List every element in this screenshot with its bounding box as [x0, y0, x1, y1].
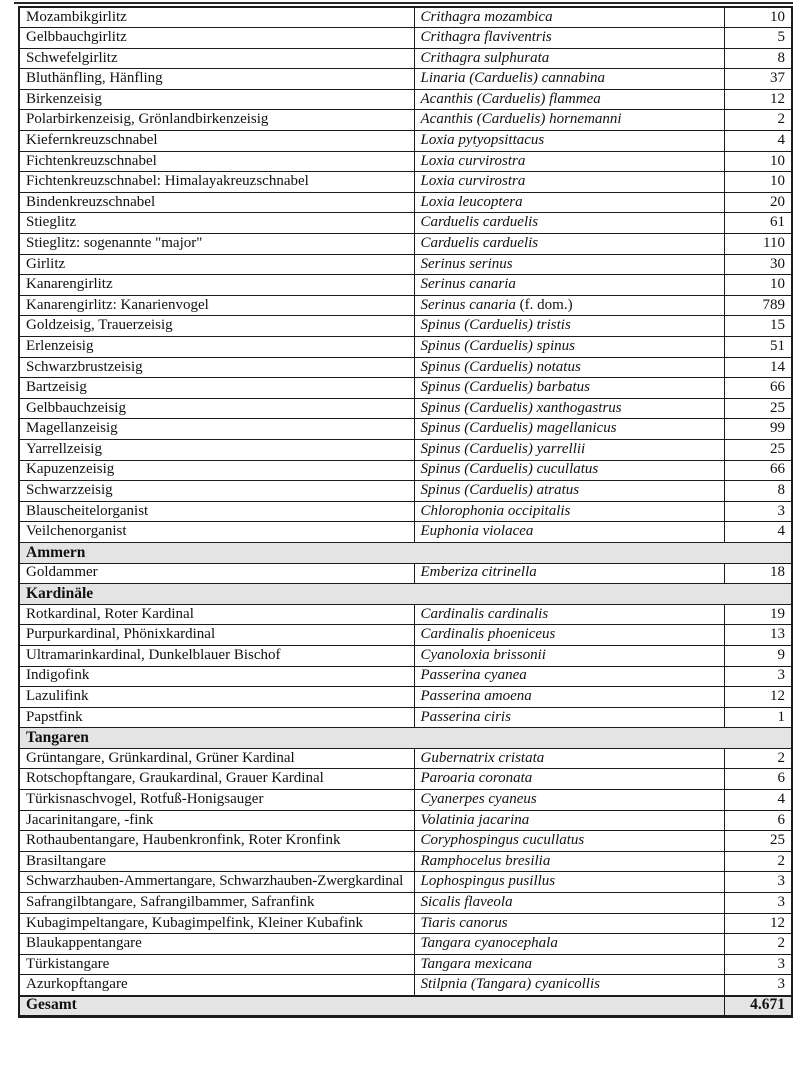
scientific-name-cell [414, 851, 724, 872]
scientific-name-cell [414, 234, 724, 255]
scientific-name: Paroaria coronata [420, 770, 533, 787]
table-row [19, 604, 792, 625]
table-row [19, 975, 792, 996]
german-name-cell: Magellanzeisig [19, 419, 414, 440]
table-row [19, 481, 792, 502]
table-row [19, 7, 792, 28]
scientific-name-cell [414, 563, 724, 584]
table-row [19, 213, 792, 234]
count-cell: 10 [724, 172, 792, 193]
count-cell: 66 [724, 460, 792, 481]
species-table-body [19, 7, 792, 1016]
scientific-name: Serinus canaria [420, 276, 516, 293]
count-cell: 12 [724, 687, 792, 708]
scientific-name: Spinus (Carduelis) atratus [420, 482, 580, 499]
table-row [19, 69, 792, 90]
table-row [19, 893, 792, 914]
section-title: Tangaren [19, 728, 792, 749]
german-name-cell: Safrangilbtangare, Safrangilbammer, Safranfink [19, 893, 414, 914]
scientific-name-cell [414, 481, 724, 502]
scientific-name-cell [414, 295, 724, 316]
count-cell: 4 [724, 790, 792, 811]
table-row [19, 398, 792, 419]
count-cell: 14 [724, 357, 792, 378]
scientific-name-cell [414, 645, 724, 666]
table-row [19, 110, 792, 131]
scientific-name-cell [414, 89, 724, 110]
table-row [19, 954, 792, 975]
scientific-name-cell [414, 69, 724, 90]
table-row [19, 790, 792, 811]
scientific-name-cell [414, 337, 724, 358]
table-row [19, 687, 792, 708]
german-name-cell: Bartzeisig [19, 378, 414, 399]
scientific-name-cell [414, 748, 724, 769]
german-name-cell: Kanarengirlitz [19, 275, 414, 296]
german-name-cell: Yarrellzeisig [19, 439, 414, 460]
count-cell: 5 [724, 28, 792, 49]
table-row [19, 748, 792, 769]
count-cell: 3 [724, 666, 792, 687]
scientific-name: Acanthis (Carduelis) hornemanni [420, 111, 622, 128]
count-cell: 10 [724, 151, 792, 172]
scientific-name-cell [414, 522, 724, 543]
table-row [19, 295, 792, 316]
german-name-cell: Kapuzenzeisig [19, 460, 414, 481]
scientific-name: Carduelis carduelis [420, 214, 539, 231]
count-cell: 10 [724, 275, 792, 296]
german-name-cell: Türkistangare [19, 954, 414, 975]
german-name-cell: Bluthänfling, Hänfling [19, 69, 414, 90]
count-cell: 10 [724, 7, 792, 28]
count-cell: 110 [724, 234, 792, 255]
table-row [19, 131, 792, 152]
count-cell: 2 [724, 934, 792, 955]
table-row [19, 851, 792, 872]
table-row [19, 934, 792, 955]
scientific-name: Stilpnia (Tangara) cyanicollis [420, 976, 600, 993]
count-cell: 4 [724, 522, 792, 543]
count-cell: 30 [724, 254, 792, 275]
german-name-cell: Bindenkreuzschnabel [19, 192, 414, 213]
scientific-name-cell [414, 460, 724, 481]
scientific-name-cell [414, 439, 724, 460]
count-cell: 2 [724, 851, 792, 872]
count-cell: 6 [724, 810, 792, 831]
scientific-name-cell [414, 769, 724, 790]
scientific-name-cell [414, 398, 724, 419]
table-row [19, 378, 792, 399]
table-row [19, 28, 792, 49]
count-cell: 3 [724, 501, 792, 522]
scientific-name: Cyanerpes cyaneus [420, 790, 537, 807]
count-cell: 3 [724, 975, 792, 996]
scientific-name: Spinus (Carduelis) magellanicus [420, 420, 617, 437]
count-cell: 20 [724, 192, 792, 213]
scientific-name: Lophospingus pusillus [420, 873, 556, 890]
scientific-name-cell [414, 192, 724, 213]
scientific-name-cell [414, 254, 724, 275]
table-row [19, 172, 792, 193]
scientific-name: Passerina cyanea [420, 667, 527, 684]
scientific-name: Spinus (Carduelis) barbatus [420, 379, 590, 396]
scientific-name: Tangara cyanocephala [420, 935, 558, 952]
german-name-cell: Kubagimpeltangare, Kubagimpelfink, Kleiner Kubafink [19, 913, 414, 934]
german-name-cell: Schwarzhauben-Ammertangare, Schwarzhauben-Zwergkardinal [19, 872, 414, 893]
table-row [19, 563, 792, 584]
scientific-name-cell [414, 790, 724, 811]
german-name-cell: Papstfink [19, 707, 414, 728]
table-top-border-line [14, 2, 793, 4]
german-name-cell: Schwefelgirlitz [19, 48, 414, 69]
count-cell: 99 [724, 419, 792, 440]
table-row [19, 666, 792, 687]
section-header-row [19, 542, 792, 563]
scientific-name-cell [414, 975, 724, 996]
german-name-cell: Schwarzzeisig [19, 481, 414, 502]
german-name-cell: Girlitz [19, 254, 414, 275]
scientific-name-cell [414, 687, 724, 708]
scientific-name-cell [414, 172, 724, 193]
table-row [19, 769, 792, 790]
count-cell: 13 [724, 625, 792, 646]
scientific-name: Serinus serinus [420, 255, 513, 272]
scientific-name: Euphonia violacea [420, 523, 534, 540]
bird-species-count-table [18, 6, 793, 1018]
table-row [19, 89, 792, 110]
scientific-name: Spinus (Carduelis) notatus [420, 358, 581, 375]
count-cell: 789 [724, 295, 792, 316]
scientific-name: Crithagra flaviventris [420, 29, 552, 46]
count-cell: 8 [724, 48, 792, 69]
table-row [19, 831, 792, 852]
german-name-cell: Rotkardinal, Roter Kardinal [19, 604, 414, 625]
german-name-cell: Kiefernkreuzschnabel [19, 131, 414, 152]
table-row [19, 337, 792, 358]
german-name-cell: Azurkopftangare [19, 975, 414, 996]
table-row [19, 419, 792, 440]
german-name-cell: Blauscheitelorganist [19, 501, 414, 522]
count-cell: 37 [724, 69, 792, 90]
table-row [19, 913, 792, 934]
scientific-name: Gubernatrix cristata [420, 749, 545, 766]
scientific-name-cell [414, 872, 724, 893]
scientific-name: Cardinalis phoeniceus [420, 626, 556, 643]
german-name-cell: Rotschopftangare, Graukardinal, Grauer Kardinal [19, 769, 414, 790]
count-cell: 51 [724, 337, 792, 358]
table-row [19, 316, 792, 337]
german-name-cell: Goldzeisig, Trauerzeisig [19, 316, 414, 337]
scientific-name: Loxia pytyopsittacus [420, 131, 545, 148]
count-cell: 8 [724, 481, 792, 502]
german-name-cell: Stieglitz [19, 213, 414, 234]
german-name-cell: Stieglitz: sogenannte "major" [19, 234, 414, 255]
scientific-name-cell [414, 954, 724, 975]
scientific-name: Tiaris canorus [420, 914, 508, 931]
scientific-name: Cyanoloxia brissonii [420, 646, 546, 663]
german-name-cell: Veilchenorganist [19, 522, 414, 543]
table-row [19, 872, 792, 893]
scientific-name-cell [414, 604, 724, 625]
scientific-name-cell [414, 213, 724, 234]
scientific-name: Linaria (Carduelis) cannabina [420, 70, 605, 87]
scientific-name-cell [414, 378, 724, 399]
table-row [19, 460, 792, 481]
scientific-name: Passerina ciris [420, 708, 511, 725]
scientific-name: Spinus (Carduelis) spinus [420, 337, 575, 354]
german-name-cell: Brasiltangare [19, 851, 414, 872]
german-name-cell: Purpurkardinal, Phönixkardinal [19, 625, 414, 646]
count-cell: 25 [724, 439, 792, 460]
count-cell: 12 [724, 89, 792, 110]
scientific-name: Spinus (Carduelis) cucullatus [420, 461, 599, 478]
scientific-name-cell [414, 893, 724, 914]
german-name-cell: Lazulifink [19, 687, 414, 708]
scientific-name: Spinus (Carduelis) tristis [420, 317, 571, 334]
section-title: Ammern [19, 542, 792, 563]
scientific-name: Loxia curvirostra [420, 173, 526, 190]
scientific-name: Cardinalis cardinalis [420, 605, 549, 622]
count-cell: 3 [724, 893, 792, 914]
scientific-name-cell [414, 151, 724, 172]
scientific-name: Carduelis carduelis [420, 234, 539, 251]
count-cell: 4 [724, 131, 792, 152]
table-row [19, 810, 792, 831]
german-name-cell: Fichtenkreuzschnabel: Himalayakreuzschnabel [19, 172, 414, 193]
scientific-name: Volatinia jacarina [420, 811, 530, 828]
count-cell: 9 [724, 645, 792, 666]
scientific-name: Spinus (Carduelis) xanthogastrus [420, 399, 622, 416]
scientific-name-cell [414, 625, 724, 646]
german-name-cell: Erlenzeisig [19, 337, 414, 358]
scientific-name-cell [414, 28, 724, 49]
scientific-name: Chlorophonia occipitalis [420, 502, 571, 519]
table-row [19, 625, 792, 646]
scientific-name-cell [414, 110, 724, 131]
german-name-cell: Gelbbauchzeisig [19, 398, 414, 419]
scientific-name: Emberiza citrinella [420, 564, 537, 581]
german-name-cell: Rothaubentangare, Haubenkronfink, Roter Kronfink [19, 831, 414, 852]
german-name-cell: Blaukappentangare [19, 934, 414, 955]
count-cell: 2 [724, 110, 792, 131]
scientific-name: Ramphocelus bresilia [420, 852, 551, 869]
scientific-name-cell [414, 7, 724, 28]
table-row [19, 501, 792, 522]
count-cell: 6 [724, 769, 792, 790]
count-cell: 1 [724, 707, 792, 728]
count-cell: 3 [724, 954, 792, 975]
table-row [19, 645, 792, 666]
german-name-cell: Mozambikgirlitz [19, 7, 414, 28]
german-name-cell: Indigofink [19, 666, 414, 687]
scientific-name-cell [414, 707, 724, 728]
table-row [19, 151, 792, 172]
table-row [19, 254, 792, 275]
section-header-row [19, 728, 792, 749]
scientific-name-cell [414, 131, 724, 152]
count-cell: 12 [724, 913, 792, 934]
german-name-cell: Birkenzeisig [19, 89, 414, 110]
table-row [19, 439, 792, 460]
total-count: 4.671 [724, 996, 792, 1017]
count-cell: 25 [724, 398, 792, 419]
section-header-row [19, 584, 792, 605]
scientific-name: Loxia curvirostra [420, 152, 526, 169]
german-name-cell: Gelbbauchgirlitz [19, 28, 414, 49]
german-name-cell: Kanarengirlitz: Kanarienvogel [19, 295, 414, 316]
scientific-name: Serinus canaria [420, 296, 516, 313]
scientific-name: Crithagra mozambica [420, 8, 553, 25]
scientific-name: Acanthis (Carduelis) flammea [420, 90, 601, 107]
scientific-name: Sicalis flaveola [420, 893, 513, 910]
table-row [19, 275, 792, 296]
scientific-name-cell [414, 666, 724, 687]
count-cell: 61 [724, 213, 792, 234]
german-name-cell: Ultramarinkardinal, Dunkelblauer Bischof [19, 645, 414, 666]
german-name-cell: Polarbirkenzeisig, Grönlandbirkenzeisig [19, 110, 414, 131]
scientific-name: Passerina amoena [420, 688, 532, 705]
table-row [19, 192, 792, 213]
scientific-name: Tangara mexicana [420, 955, 533, 972]
scientific-name-cell [414, 934, 724, 955]
count-cell: 25 [724, 831, 792, 852]
count-cell: 18 [724, 563, 792, 584]
count-cell: 19 [724, 604, 792, 625]
scientific-name-cell [414, 913, 724, 934]
scientific-name-cell [414, 357, 724, 378]
table-row [19, 48, 792, 69]
total-row [19, 996, 792, 1017]
scientific-name-cell [414, 48, 724, 69]
total-label: Gesamt [19, 996, 724, 1017]
german-name-cell: Goldammer [19, 563, 414, 584]
german-name-cell: Jacarinitangare, -fink [19, 810, 414, 831]
german-name-cell: Fichtenkreuzschnabel [19, 151, 414, 172]
table-row [19, 707, 792, 728]
section-title: Kardinäle [19, 584, 792, 605]
scientific-name-suffix: (f. dom.) [515, 296, 573, 313]
scientific-name: Coryphospingus cucullatus [420, 832, 585, 849]
table-row [19, 234, 792, 255]
german-name-cell: Grüntangare, Grünkardinal, Grüner Kardinal [19, 748, 414, 769]
scientific-name-cell [414, 275, 724, 296]
count-cell: 15 [724, 316, 792, 337]
scientific-name-cell [414, 419, 724, 440]
table-row [19, 357, 792, 378]
scientific-name: Loxia leucoptera [420, 193, 523, 210]
count-cell: 66 [724, 378, 792, 399]
scientific-name-cell [414, 810, 724, 831]
scientific-name-cell [414, 316, 724, 337]
count-cell: 2 [724, 748, 792, 769]
german-name-cell: Schwarzbrustzeisig [19, 357, 414, 378]
scientific-name: Spinus (Carduelis) yarrellii [420, 440, 586, 457]
german-name-cell: Türkisnaschvogel, Rotfuß-Honigsauger [19, 790, 414, 811]
scientific-name-cell [414, 831, 724, 852]
scientific-name: Crithagra sulphurata [420, 49, 550, 66]
scientific-name-cell [414, 501, 724, 522]
table-row [19, 522, 792, 543]
count-cell: 3 [724, 872, 792, 893]
